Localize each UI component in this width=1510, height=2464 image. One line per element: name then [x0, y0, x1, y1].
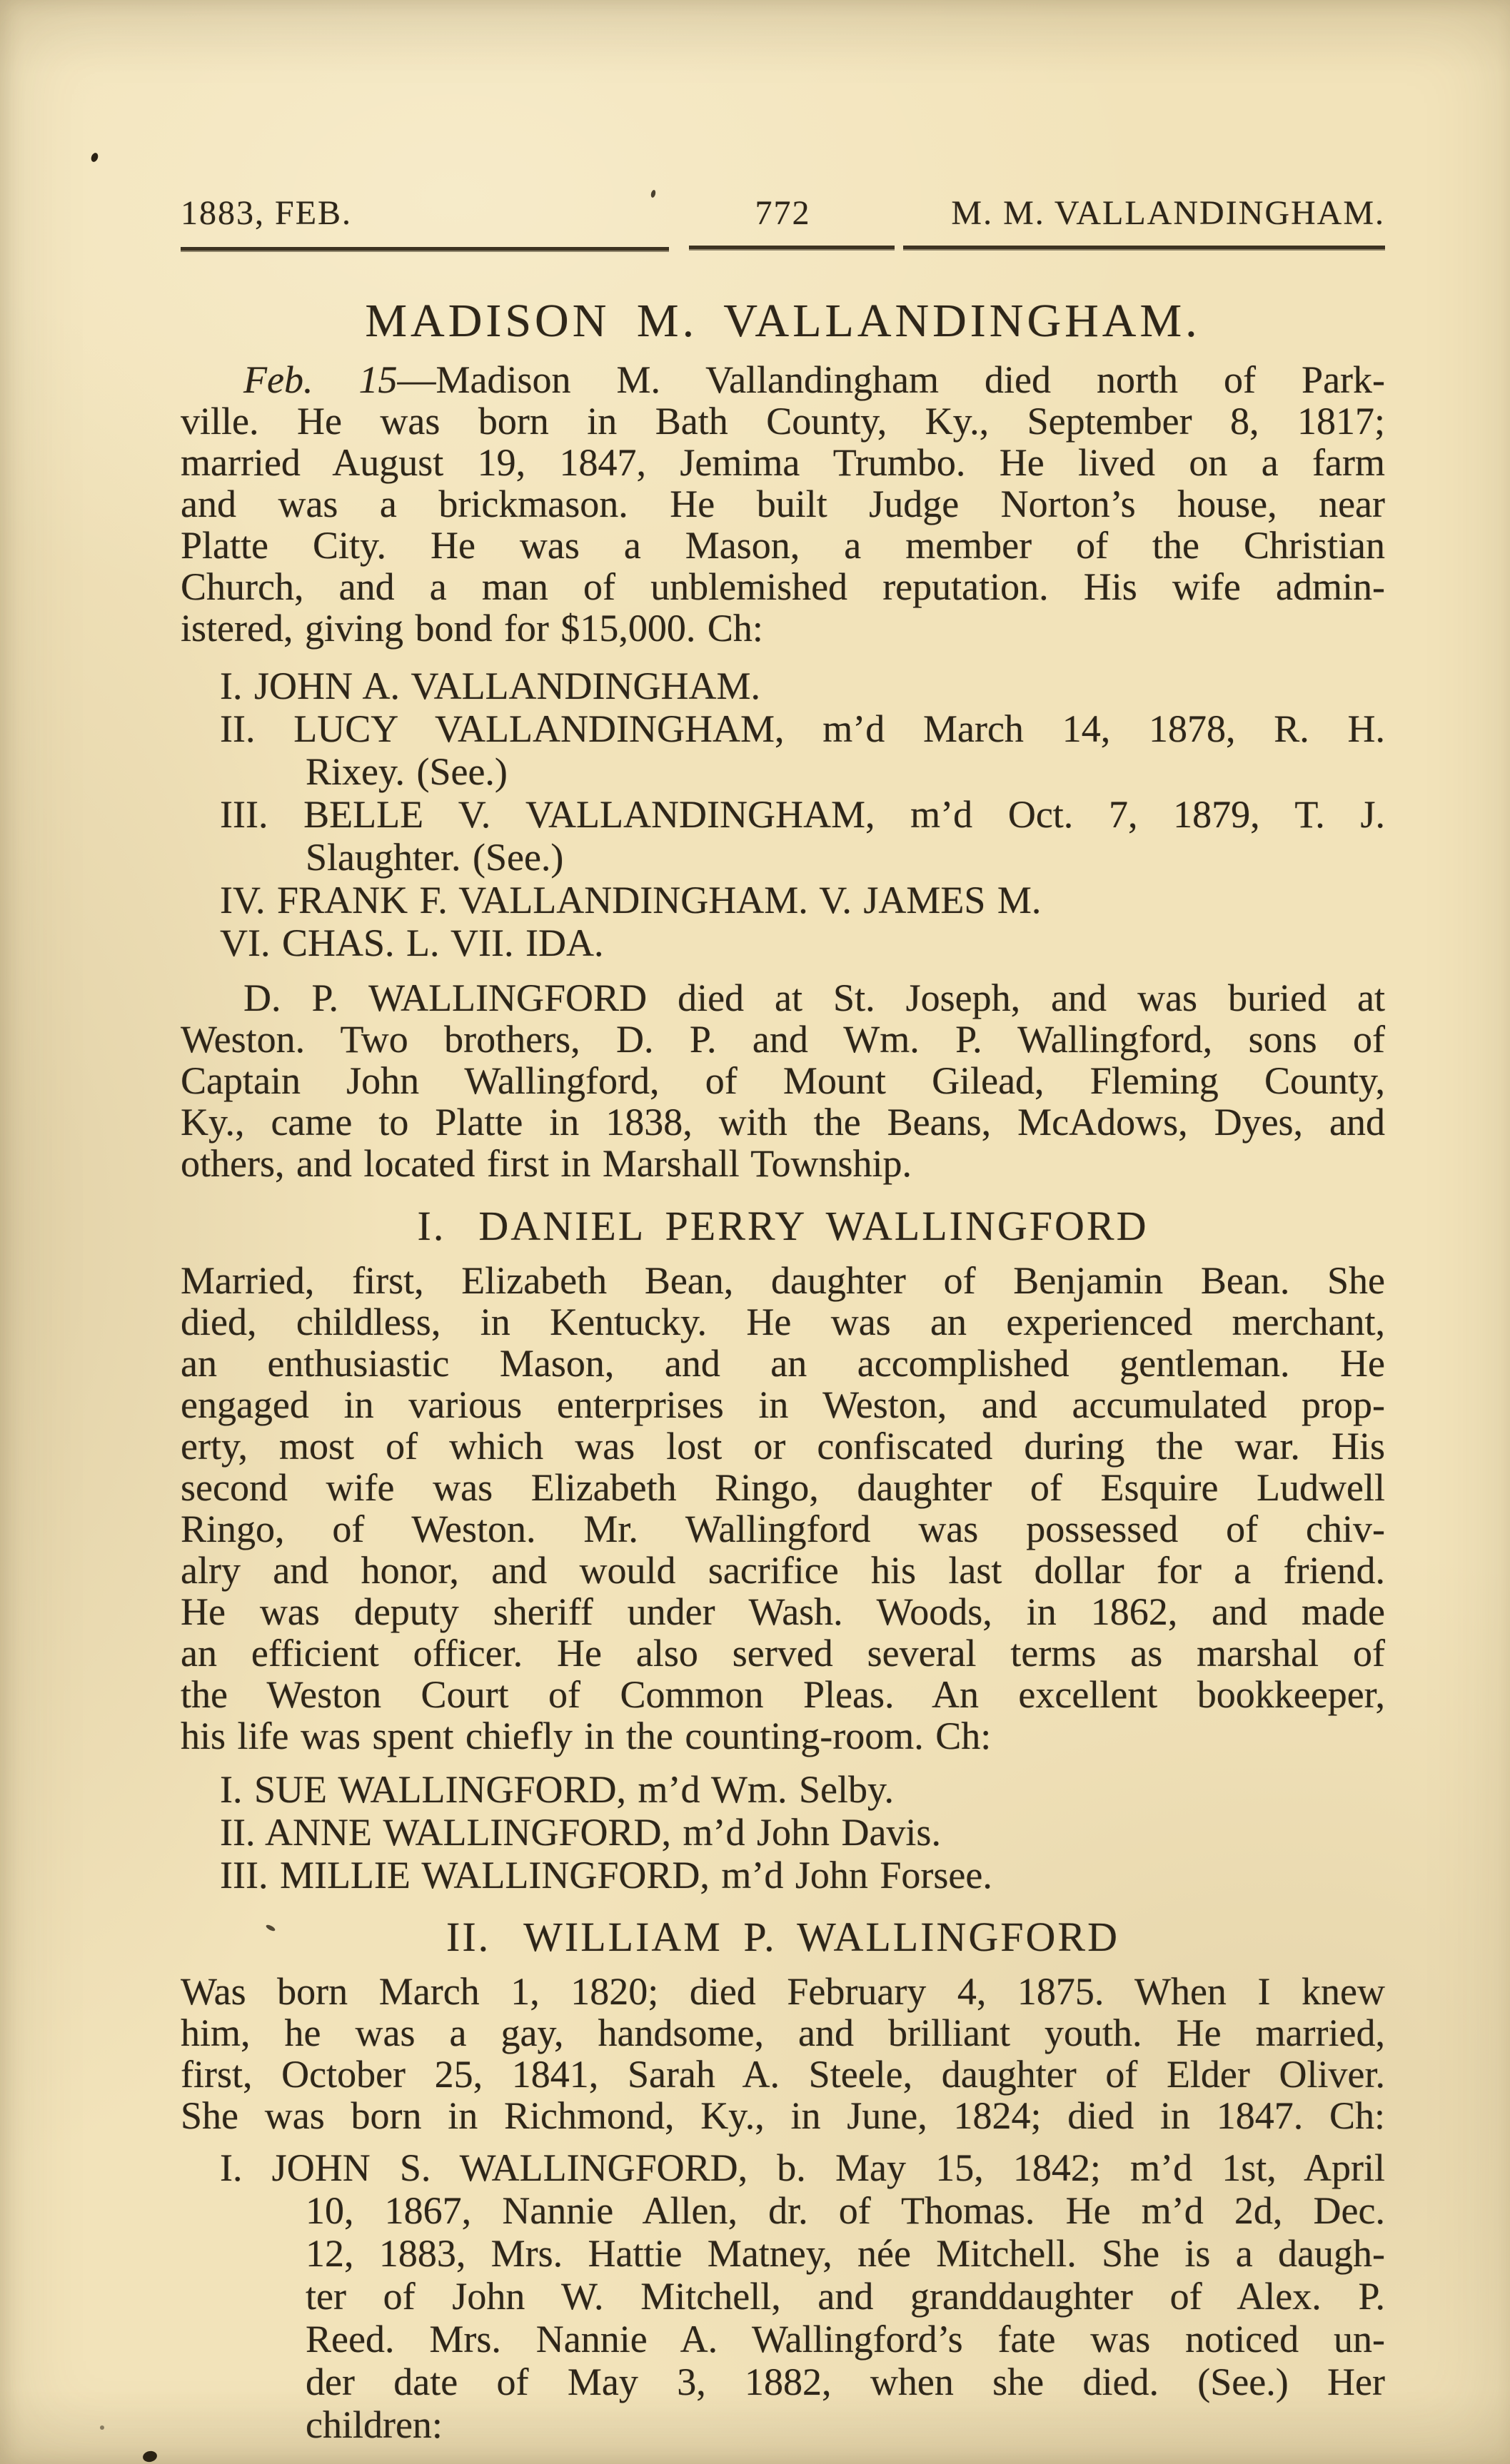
section-heading-daniel	[181, 1204, 1385, 1248]
child-entry-continuation: der date of May 3, 1882, when she died. (See.) Her	[306, 2361, 1385, 2403]
heading-name: WILLIAM P. WALLINGFORD	[523, 1914, 1119, 1960]
text-line: Platte City. He was a Mason, a member of the Christian	[181, 524, 1385, 567]
text-line: others, and located first in Marshall Township.	[181, 1142, 912, 1185]
child-entry-continuation: ter of John W. Mitchell, and granddaughter of Alex. P.	[306, 2275, 1385, 2318]
rule-segment-right	[903, 246, 1385, 251]
child-entry-continuation: 12, 1883, Mrs. Hattie Matney, née Mitchell. She is a daugh-	[306, 2232, 1385, 2275]
child-entry: II. LUCY VALLANDINGHAM, m’d March 14, 1878, R. H.	[220, 707, 1385, 750]
child-entry: I. JOHN S. WALLINGFORD, b. May 15, 1842; m’d 1st, April	[220, 2146, 1385, 2189]
child-entry: VI. CHAS. L. VII. IDA.	[220, 922, 604, 964]
text-line: Ky., came to Platte in 1838, with the Beans, McAdows, Dyes, and	[181, 1101, 1385, 1143]
heading-numeral: I.	[417, 1203, 446, 1249]
text-line: first, October 25, 1841, Sarah A. Steele, daughter of Elder Oliver.	[181, 2053, 1385, 2096]
text-line: an efficient officer. He also served several terms as marshal of	[181, 1632, 1385, 1675]
text-line: She was born in Richmond, Ky., in June, 1824; died in 1847. Ch:	[181, 2094, 1385, 2137]
children-list-daniel	[181, 1768, 1385, 1897]
text-line: engaged in various enterprises in Weston, and accumulated prop-	[181, 1383, 1385, 1426]
text-line: the Weston Court of Common Pleas. An excellent bookkeeper,	[181, 1673, 1385, 1716]
text-line: and was a brickmason. He built Judge Norton’s house, near	[181, 483, 1385, 525]
child-entry-continuation: Slaughter. (See.)	[306, 836, 564, 879]
heading-numeral: II.	[446, 1914, 491, 1960]
text-line: Weston. Two brothers, D. P. and Wm. P. Wallingford, sons of	[181, 1018, 1385, 1061]
paragraph-madison-obituary	[181, 359, 1385, 649]
text-line: married August 19, 1847, Jemima Trumbo. He lived on a farm	[181, 441, 1385, 484]
child-entry: I. JOHN A. VALLANDINGHAM.	[220, 665, 761, 707]
child-entry-continuation: Rixey. (See.)	[306, 750, 508, 793]
children-list-william	[181, 2146, 1385, 2446]
header-rule	[181, 247, 1385, 256]
text-line: second wife was Elizabeth Ringo, daughter of Esquire Ludwell	[181, 1466, 1385, 1509]
date-lead-italic: Feb. 15	[243, 358, 398, 401]
child-entry: II. ANNE WALLINGFORD, m’d John Davis.	[220, 1811, 941, 1854]
paragraph-william	[181, 1971, 1385, 2136]
text-segment: —Madison M. Vallandingham died north of Park-	[397, 358, 1386, 401]
ink-speck	[90, 152, 99, 163]
header-date: 1883, FEB.	[181, 194, 353, 232]
page-header	[181, 193, 1385, 234]
text-line: his life was spent chiefly in the counting-room. Ch:	[181, 1715, 992, 1757]
text-line: died, childless, in Kentucky. He was an experienced merchant,	[181, 1301, 1385, 1343]
text-line: D. P. WALLINGFORD died at St. Joseph, and was buried at	[243, 976, 1385, 1019]
child-entry: III. BELLE V. VALLANDINGHAM, m’d Oct. 7, 1879, T. J.	[220, 793, 1385, 836]
text-line: Ringo, of Weston. Mr. Wallingford was possessed of chiv-	[181, 1508, 1385, 1550]
text-line: erty, most of which was lost or confiscated during the war. His	[181, 1425, 1385, 1468]
article-title: MADISON M. VALLANDINGHAM.	[365, 295, 1201, 347]
paragraph-wallingford-intro	[181, 977, 1385, 1184]
child-entry: IV. FRANK F. VALLANDINGHAM. V. JAMES M.	[220, 879, 1042, 922]
child-entry-continuation: 10, 1867, Nannie Allen, dr. of Thomas. He m’d 2d, Dec.	[306, 2189, 1385, 2232]
child-entry: III. MILLIE WALLINGFORD, m’d John Forsee.	[220, 1854, 992, 1897]
rule-segment-left	[181, 247, 669, 252]
section-heading-william	[181, 1915, 1385, 1959]
paragraph-daniel	[181, 1260, 1385, 1757]
text-line: alry and honor, and would sacrifice his last dollar for a friend.	[181, 1549, 1385, 1592]
children-list-madison	[181, 665, 1385, 964]
text-line: ville. He was born in Bath County, Ky., September 8, 1817;	[181, 400, 1385, 443]
ink-speck	[100, 2425, 104, 2430]
running-title: M. M. VALLANDINGHAM.	[951, 194, 1385, 232]
text-line: He was deputy sheriff under Wash. Woods, in 1862, and made	[181, 1590, 1385, 1633]
rule-segment-center	[689, 246, 895, 251]
text-line: an enthusiastic Mason, and an accomplished gentleman. He	[181, 1342, 1385, 1385]
text-line: istered, giving bond for $15,000. Ch:	[181, 607, 763, 650]
child-entry-continuation: children:	[306, 2403, 443, 2446]
child-entry: I. SUE WALLINGFORD, m’d Wm. Selby.	[220, 1768, 894, 1811]
text-line: him, he was a gay, handsome, and brilliant youth. He married,	[181, 2011, 1385, 2054]
text-line: Was born March 1, 1820; died February 4, 1875. When I knew	[181, 1970, 1385, 2013]
text-line: Church, and a man of unblemished reputation. His wife admin-	[181, 565, 1385, 608]
ink-blot	[142, 2450, 158, 2463]
text-line: Married, first, Elizabeth Bean, daughter of Benjamin Bean. She	[181, 1259, 1385, 1302]
text-line: Captain John Wallingford, of Mount Gilead, Fleming County,	[181, 1059, 1385, 1102]
text-line	[181, 359, 1385, 400]
heading-name: DANIEL PERRY WALLINGFORD	[478, 1203, 1149, 1249]
page-number: 772	[755, 194, 811, 232]
child-entry-continuation: Reed. Mrs. Nannie A. Wallingford’s fate was noticed un-	[306, 2318, 1385, 2361]
